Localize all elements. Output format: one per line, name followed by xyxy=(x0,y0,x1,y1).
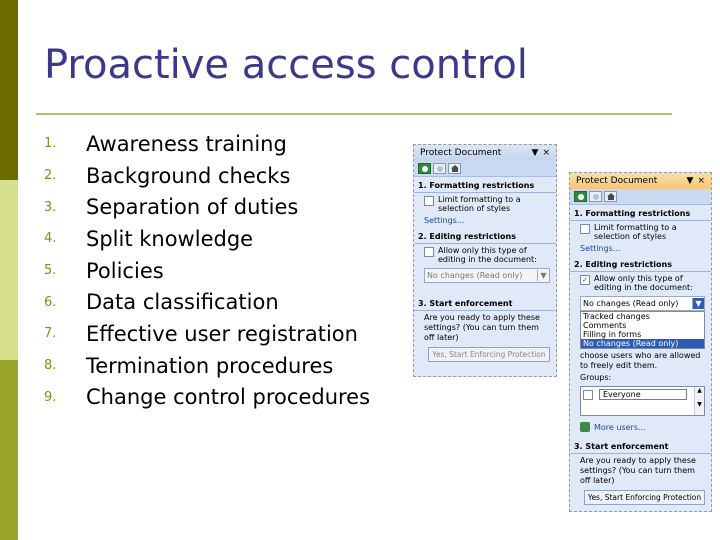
item-number: 7. xyxy=(44,326,57,342)
pane-title: Protect Document xyxy=(420,148,502,158)
item-text: Background checks xyxy=(86,163,291,188)
list-item xyxy=(44,191,370,223)
left-band-top xyxy=(0,0,18,180)
item-number: 1. xyxy=(44,136,57,152)
list-item xyxy=(44,318,370,350)
item-text: Awareness training xyxy=(86,131,287,156)
left-band-bottom xyxy=(0,360,18,540)
exceptions-text: choose users who are allowed to freely edit them. xyxy=(580,351,701,370)
pane-nav-bar xyxy=(414,161,556,177)
option-no-changes[interactable]: No changes (Read only) xyxy=(581,339,704,348)
editing-type-options xyxy=(580,311,705,349)
editing-type-select[interactable] xyxy=(424,268,550,283)
group-row-everyone[interactable] xyxy=(581,387,704,402)
enforce-text: Are you ready to apply these settings? (You can turn them off later) xyxy=(580,456,696,485)
pane-nav-bar xyxy=(570,189,711,205)
pane-close-button[interactable]: × xyxy=(542,148,550,158)
start-enforcing-button[interactable]: Yes, Start Enforcing Protection xyxy=(584,490,705,505)
item-number: 8. xyxy=(44,358,57,374)
section-editing: 2. Editing restrictions xyxy=(414,230,556,244)
start-enforcing-button[interactable]: Yes, Start Enforcing Protection xyxy=(428,347,550,362)
groups-scrollbar[interactable]: ▲ ▼ xyxy=(694,387,704,415)
section-enforcement: 3. Start enforcement xyxy=(414,297,556,311)
list-item xyxy=(44,255,370,287)
allow-editing-checkbox-checked[interactable]: ✓ xyxy=(580,275,590,285)
item-text: Split knowledge xyxy=(86,226,254,251)
item-text: Separation of duties xyxy=(86,195,299,220)
list-item xyxy=(44,223,370,255)
users-icon xyxy=(580,422,590,432)
everyone-checkbox[interactable] xyxy=(583,390,593,400)
item-number: 3. xyxy=(44,199,57,215)
editing-type-value: No changes (Read only) xyxy=(583,299,679,308)
allow-editing-label: Allow only this type of editing in the document: xyxy=(438,246,537,264)
limit-formatting-checkbox[interactable] xyxy=(580,224,590,234)
more-users-label: More users... xyxy=(594,422,646,432)
pane-menu-button[interactable]: ▼ xyxy=(531,148,539,158)
limit-formatting-option[interactable] xyxy=(570,221,711,241)
item-text: Effective user registration xyxy=(86,321,358,346)
title-divider xyxy=(36,113,672,115)
list-item xyxy=(44,160,370,192)
item-number: 5. xyxy=(44,263,57,279)
left-band-middle xyxy=(0,180,18,360)
list-item xyxy=(44,286,370,318)
item-number: 4. xyxy=(44,231,57,247)
limit-formatting-option[interactable] xyxy=(414,193,556,213)
option-tracked-changes[interactable]: Tracked changes xyxy=(583,312,650,321)
forward-icon[interactable] xyxy=(433,163,446,174)
allow-editing-option[interactable] xyxy=(414,244,556,264)
section-formatting: 1. Formatting restrictions xyxy=(570,207,711,221)
editing-type-value: No changes (Read only) xyxy=(427,271,523,280)
item-text: Change control procedures xyxy=(86,385,371,410)
item-text: Termination procedures xyxy=(86,353,334,378)
pane-title: Protect Document xyxy=(576,176,658,186)
item-number: 9. xyxy=(44,389,57,405)
more-users-link[interactable] xyxy=(570,416,711,432)
enforce-text: Are you ready to apply these settings? (You can turn them off later) xyxy=(424,313,540,342)
settings-link[interactable]: Settings... xyxy=(424,216,465,225)
option-comments[interactable]: Comments xyxy=(583,321,627,330)
list-item xyxy=(44,128,370,160)
section-formatting: 1. Formatting restrictions xyxy=(414,179,556,193)
pane-menu-button[interactable]: ▼ xyxy=(686,176,694,186)
group-everyone-label: Everyone xyxy=(599,389,687,400)
limit-formatting-label: Limit formatting to a selection of styles xyxy=(594,223,677,241)
chevron-down-icon[interactable]: ▼ xyxy=(537,270,549,281)
home-icon[interactable] xyxy=(604,191,617,202)
section-enforcement: 3. Start enforcement xyxy=(570,440,711,454)
item-number: 2. xyxy=(44,168,57,184)
allow-editing-checkbox[interactable] xyxy=(424,247,434,257)
forward-icon[interactable] xyxy=(589,191,602,202)
editing-type-select[interactable] xyxy=(580,296,705,311)
chevron-down-icon[interactable]: ▼ xyxy=(692,298,704,309)
section-editing: 2. Editing restrictions xyxy=(570,258,711,272)
allow-editing-label: Allow only this type of editing in the document: xyxy=(594,274,693,292)
limit-formatting-label: Limit formatting to a selection of styles xyxy=(438,195,521,213)
pane-close-button[interactable]: × xyxy=(697,176,705,186)
pane-header xyxy=(570,173,711,189)
allow-editing-option[interactable] xyxy=(570,272,711,292)
slide-title: Proactive access control xyxy=(44,42,528,88)
home-icon[interactable] xyxy=(448,163,461,174)
settings-link[interactable]: Settings... xyxy=(580,244,621,253)
option-filling-in-forms[interactable]: Filling in forms xyxy=(583,330,642,339)
groups-list xyxy=(580,386,705,416)
pane-header xyxy=(414,145,556,161)
groups-label: Groups: xyxy=(580,373,612,382)
bullet-list xyxy=(44,128,370,413)
item-text: Policies xyxy=(86,258,164,283)
list-item xyxy=(44,350,370,382)
back-icon[interactable] xyxy=(574,191,587,202)
item-number: 6. xyxy=(44,294,57,310)
protect-document-pane-expanded xyxy=(569,172,712,512)
item-text: Data classification xyxy=(86,290,279,315)
limit-formatting-checkbox[interactable] xyxy=(424,196,434,206)
protect-document-pane-initial xyxy=(413,144,557,377)
list-item xyxy=(44,382,370,414)
back-icon[interactable] xyxy=(418,163,431,174)
